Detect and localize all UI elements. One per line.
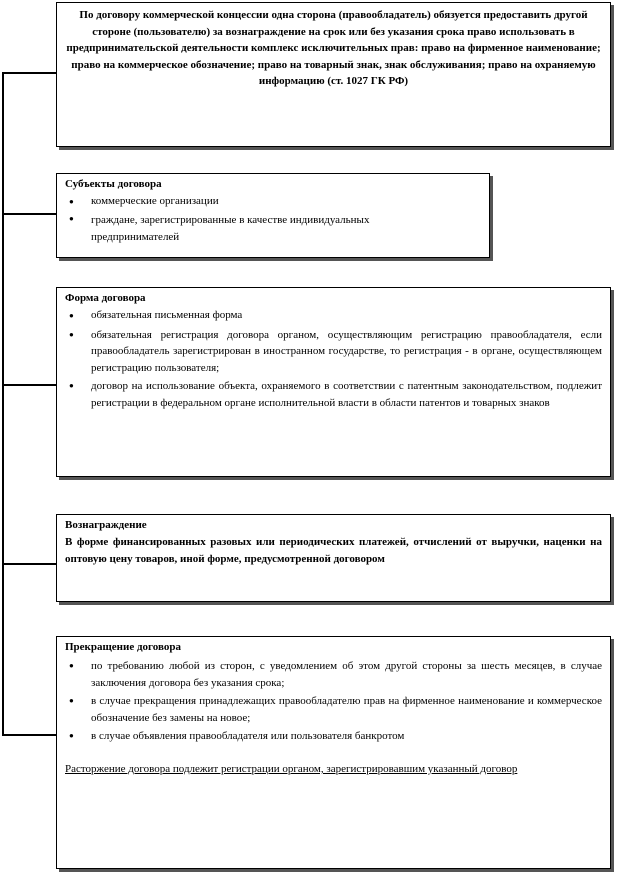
form-item: ● договор на использование объекта, охраняемого в соответствии с патентным законодательством, подлежит регистрации в федеральном органе исполнительной власти в области патентов и товарных знаков bbox=[65, 378, 602, 411]
termination-item: ● по требованию любой из сторон, с уведомлением об этом другой стороны за шесть месяцев, в случае заключения договора без указания срока; bbox=[65, 658, 602, 691]
subjects-heading: Субъекты договора bbox=[65, 178, 162, 190]
form-item: ● обязательная регистрация договора органом, осуществляющим регистрацию правообладателя, если правообладатель зарегистрирован в иностранном государстве, то регистрация - в органе, осуществляющем регистрацию пользователя; bbox=[65, 327, 602, 377]
form-box bbox=[56, 287, 611, 477]
termination-box bbox=[56, 636, 611, 869]
subjects-item: ● граждане, зарегистрированные в качестве индивидуальных предпринимателей bbox=[65, 212, 481, 246]
form-list bbox=[65, 309, 602, 411]
connector-definition bbox=[2, 72, 56, 74]
termination-list bbox=[65, 658, 602, 745]
form-heading: Форма договора bbox=[65, 292, 146, 304]
subjects-box bbox=[56, 173, 490, 258]
remuneration-box bbox=[56, 514, 611, 602]
subjects-item: ● коммерческие организации bbox=[65, 195, 481, 208]
connector-termination bbox=[2, 734, 56, 736]
termination-item: ● в случае прекращения принадлежащих правообладателю прав на фирменное наименование и коммерческое обозначение без замены на новое; bbox=[65, 693, 602, 726]
termination-item: ● в случае объявления правообладателя или пользователя банкротом bbox=[65, 728, 602, 745]
connector-vertical bbox=[2, 72, 4, 734]
connector-form bbox=[2, 384, 56, 386]
remuneration-text: В форме финансированных разовых или периодических платежей, отчислений от выручки, наценки на оптовую цену товаров, иной форме, предусмотренной договором bbox=[65, 536, 602, 565]
termination-note: Расторжение договора подлежит регистрации органом, зарегистрировавшим указанный договор bbox=[65, 762, 518, 775]
connector-remuneration bbox=[2, 563, 56, 565]
definition-box bbox=[56, 2, 611, 147]
subjects-list bbox=[65, 195, 481, 245]
termination-heading: Прекращение договора bbox=[65, 641, 181, 653]
connector-subjects bbox=[2, 213, 56, 215]
form-item: ● обязательная письменная форма bbox=[65, 309, 602, 322]
remuneration-heading: Вознаграждение bbox=[65, 519, 147, 531]
definition-text: По договору коммерческой концессии одна сторона (правообладатель) обязуется предоставить другой стороне (пользователю) за вознаграждение на срок или без указания срока право использовать в предпринимательской деятельности комплекс исключительных прав: право на фирменное наименование; право на коммерческое обозначение; право на товарный знак, знак обслуживания; право на охраняемую информацию (ст. 1027 ГК РФ) bbox=[66, 9, 601, 87]
